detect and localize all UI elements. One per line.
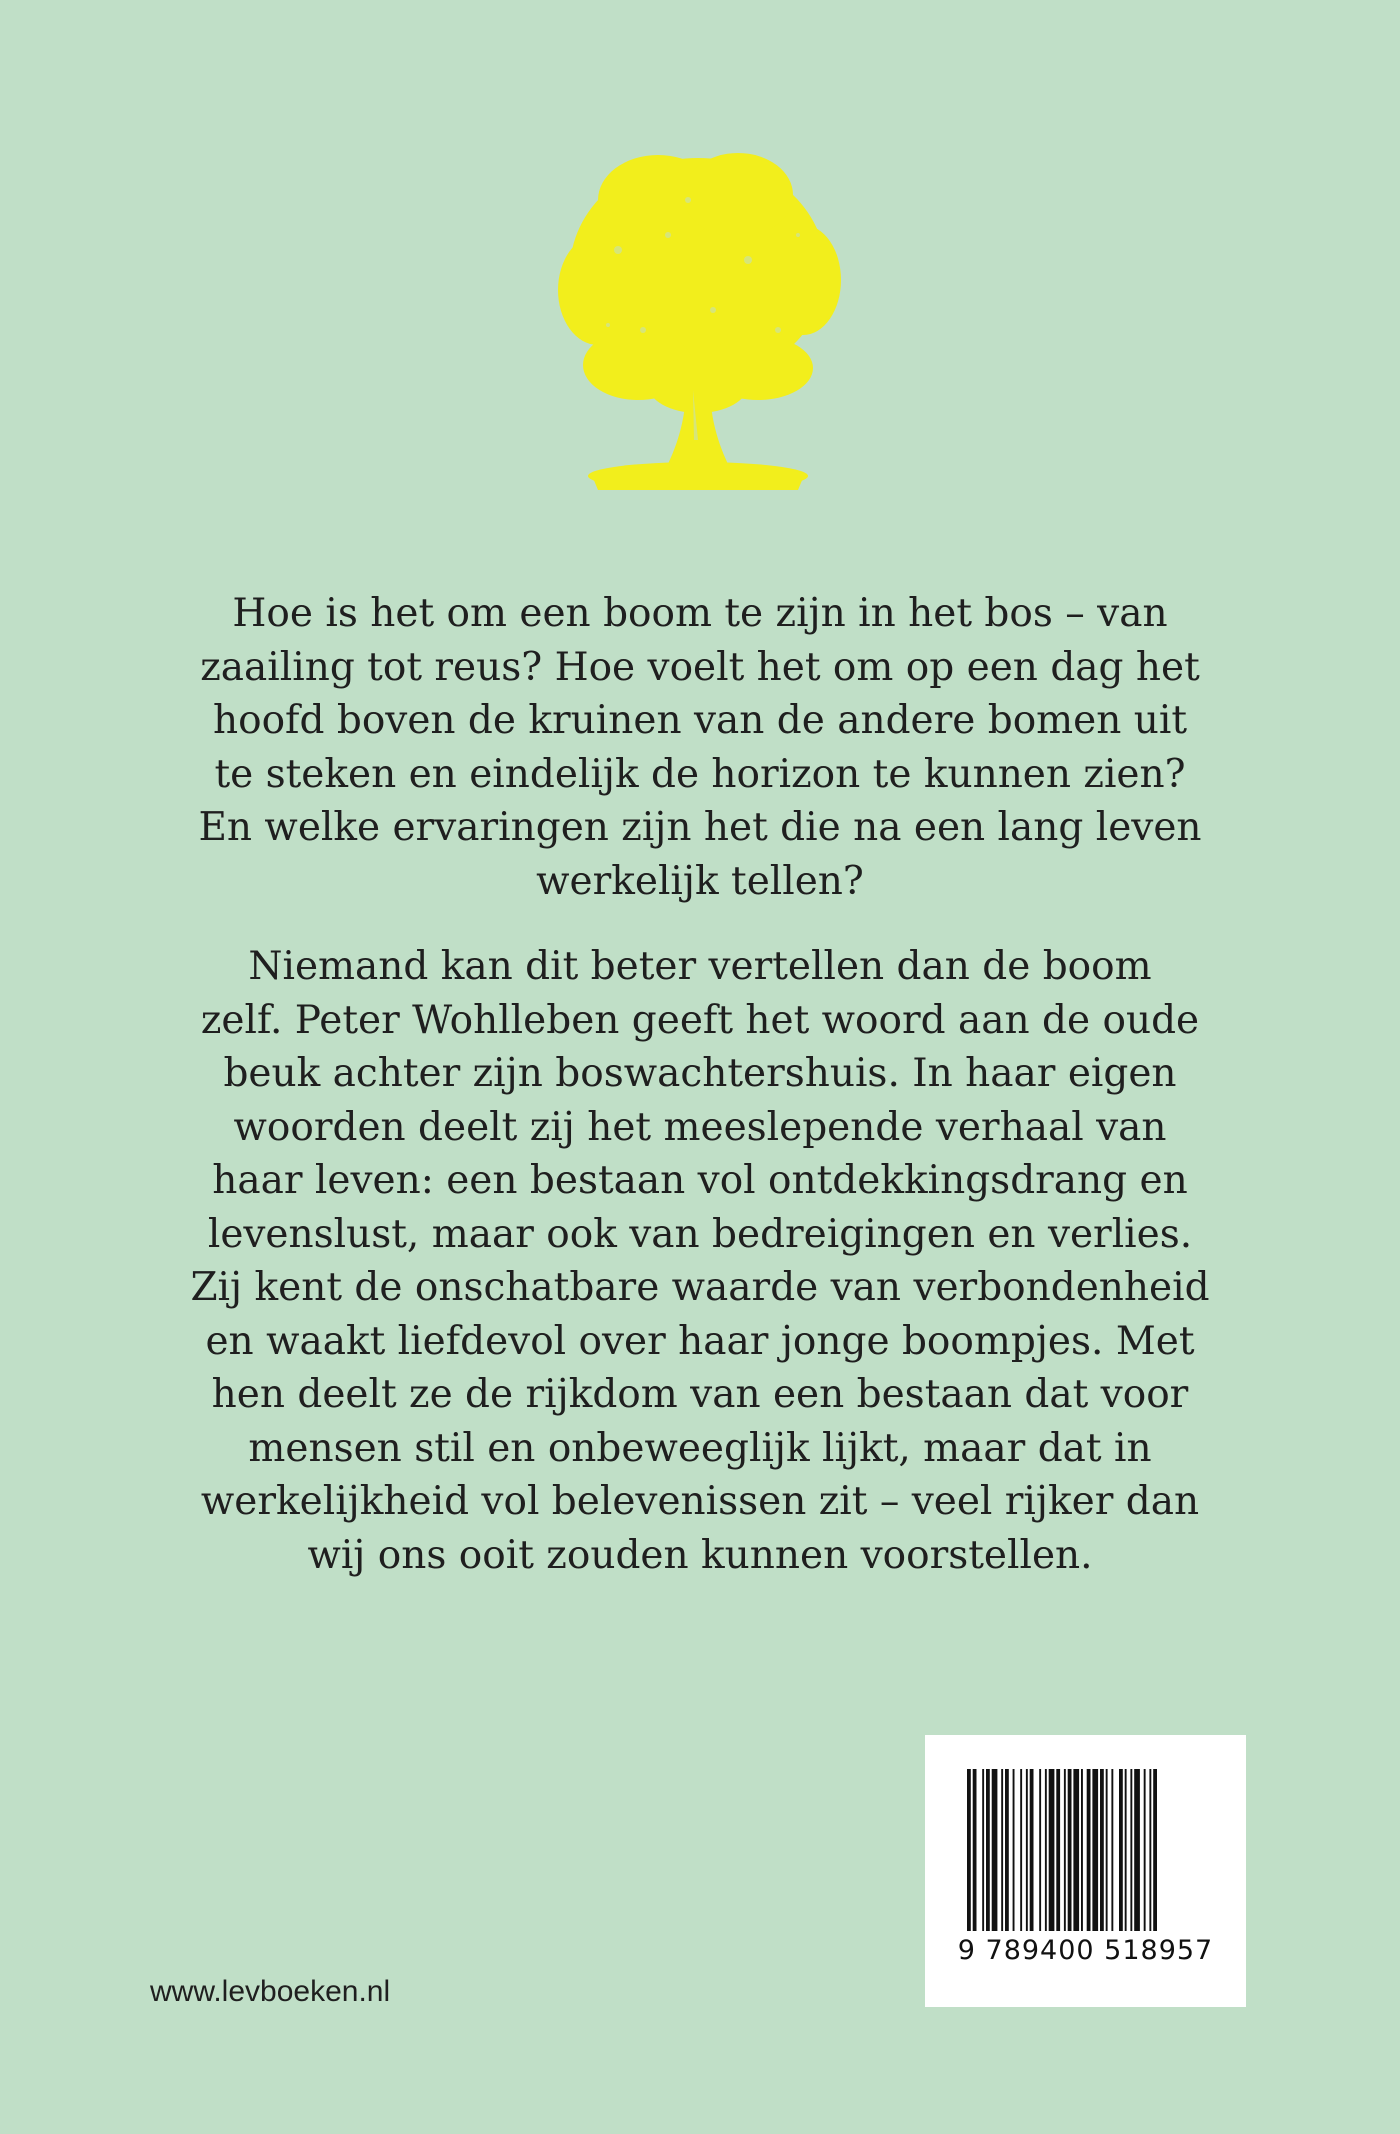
blurb-paragraph-1	[160, 587, 1240, 908]
tree-icon	[548, 140, 848, 510]
blurb-line: te steken en eindelijk de horizon te kunnen zien?	[214, 751, 1186, 797]
isbn-number: 9 789400 518957	[957, 1935, 1214, 1966]
blurb-line: hen deelt ze de rijkdom van een bestaan dat voor	[211, 1372, 1189, 1417]
blurb-line: Hoe is het om een boom te zijn in het bos – van	[232, 591, 1168, 636]
blurb-line: En welke ervaringen zijn het die na een lang leven	[198, 805, 1202, 850]
blurb-line: beuk achter zijn boswachtershuis. In haar eigen	[223, 1051, 1177, 1096]
blurb-line: levenslust, maar ook van bedreigingen en verlies.	[207, 1211, 1193, 1257]
barcode-icon	[967, 1769, 1204, 1931]
blurb-paragraph-2	[160, 940, 1240, 1582]
blurb-line: haar leven: een bestaan vol ontdekkingsdrang en	[212, 1158, 1188, 1203]
blurb-line: hoofd boven de kruinen van de andere bomen uit	[212, 698, 1188, 743]
blurb-line: zelf. Peter Wohlleben geeft het woord aan de oude	[200, 997, 1200, 1043]
blurb-line: mensen stil en onbeweeglijk lijkt, maar dat in	[248, 1425, 1152, 1471]
blurb-line: woorden deelt zij het meeslepende verhaal van	[233, 1104, 1167, 1150]
blurb-line: en waakt liefdevol over haar jonge boompjes. Met	[205, 1318, 1195, 1364]
publisher-website: www.levboeken.nl	[150, 1975, 391, 2008]
blurb-line: werkelijkheid vol belevenissen zit – veel rijker dan	[200, 1479, 1200, 1524]
blurb-line: zaailing tot reus? Hoe voelt het om op een dag het	[200, 644, 1200, 690]
blurb-line: wij ons ooit zouden kunnen voorstellen.	[307, 1532, 1093, 1578]
blurb-line: Niemand kan dit beter vertellen dan de boom	[248, 944, 1152, 989]
blurb-line: werkelijk tellen?	[536, 858, 864, 904]
barcode-panel	[925, 1735, 1246, 2007]
blurb-line: Zij kent de onschatbare waarde van verbondenheid	[190, 1265, 1210, 1310]
